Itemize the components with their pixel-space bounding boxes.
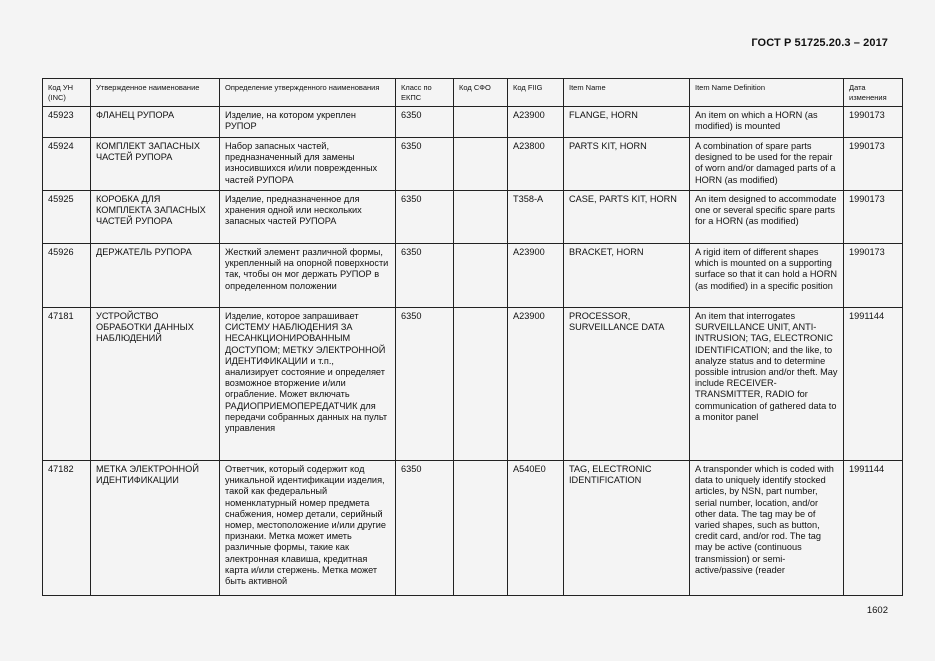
cell-definition: Набор запасных частей, предназначенный для замены износившихся и/или поврежденных частей РУПОРА <box>220 138 396 191</box>
classification-table <box>42 78 903 596</box>
cell-inc: 45925 <box>43 191 91 244</box>
cell-class: 6350 <box>396 107 454 138</box>
cell-sfo <box>454 138 508 191</box>
cell-definition: Ответчик, который содержит код уникальной идентификации изделия, такой как федеральный номенклатурный номер предмета снабжения, номер детали, серийный номер, местоположение и/или другие признаки. Метка может иметь различные формы, такие как электронная клавиша, кредитная карта и/или стержень. Метка может быть активной <box>220 461 396 596</box>
column-header-name: Утвержденное наименование <box>91 79 220 107</box>
cell-fiig: A540E0 <box>508 461 564 596</box>
cell-name: УСТРОЙСТВО ОБРАБОТКИ ДАННЫХ НАБЛЮДЕНИЙ <box>91 308 220 461</box>
table-row <box>43 191 903 244</box>
column-header-item-definition: Item Name Definition <box>690 79 844 107</box>
cell-item-name: FLANGE, HORN <box>564 107 690 138</box>
cell-sfo <box>454 244 508 308</box>
column-header-definition: Определение утвержденного наименования <box>220 79 396 107</box>
cell-sfo <box>454 308 508 461</box>
cell-fiig: T358-A <box>508 191 564 244</box>
cell-definition: Изделие, предназначенное для хранения одной или нескольких запасных частей РУПОРА <box>220 191 396 244</box>
cell-fiig: A23800 <box>508 138 564 191</box>
cell-item-name: CASE, PARTS KIT, HORN <box>564 191 690 244</box>
cell-item-name: PARTS KIT, HORN <box>564 138 690 191</box>
cell-inc: 45924 <box>43 138 91 191</box>
cell-fiig: A23900 <box>508 244 564 308</box>
column-header-item-name: Item Name <box>564 79 690 107</box>
cell-item-name: PROCESSOR, SURVEILLANCE DATA <box>564 308 690 461</box>
cell-sfo <box>454 191 508 244</box>
table-row <box>43 244 903 308</box>
cell-definition: Изделие, на котором укреплен РУПОР <box>220 107 396 138</box>
cell-item-name: BRACKET, HORN <box>564 244 690 308</box>
column-header-sfo: Код СФО <box>454 79 508 107</box>
cell-fiig: A23900 <box>508 107 564 138</box>
cell-item-definition: A rigid item of different shapes which is mounted on a supporting surface so that it can hold a HORN (as modified) in a specific position <box>690 244 844 308</box>
cell-inc: 47182 <box>43 461 91 596</box>
cell-fiig: A23900 <box>508 308 564 461</box>
cell-item-definition: An item designed to accommodate one or several specific spare parts for a HORN (as modified) <box>690 191 844 244</box>
cell-inc: 45926 <box>43 244 91 308</box>
cell-item-definition: A transponder which is coded with data to uniquely identify stocked articles, by NSN, part number, serial number, location, and/or other data. The tag may be of varied shapes, such as button, credit card, and/or rod. The tag may be active (continuous transmission) or semi-active/passive (reader <box>690 461 844 596</box>
column-header-date: Дата изменения <box>844 79 903 107</box>
cell-item-definition: A combination of spare parts designed to be used for the repair of worn and/or damaged parts of a HORN (as modified) <box>690 138 844 191</box>
cell-date: 1991144 <box>844 461 903 596</box>
cell-item-definition: An item on which a HORN (as modified) is mounted <box>690 107 844 138</box>
cell-date: 1991144 <box>844 308 903 461</box>
cell-sfo <box>454 461 508 596</box>
cell-class: 6350 <box>396 308 454 461</box>
table-row <box>43 138 903 191</box>
cell-name: МЕТКА ЭЛЕКТРОННОЙ ИДЕНТИФИКАЦИИ <box>91 461 220 596</box>
cell-item-name: TAG, ELECTRONIC IDENTIFICATION <box>564 461 690 596</box>
page-number: 1602 <box>866 605 888 616</box>
cell-definition: Жесткий элемент различной формы, укрепленный на опорной поверхности так, чтобы он мог держать РУПОР в определенном положении <box>220 244 396 308</box>
cell-name: ДЕРЖАТЕЛЬ РУПОРА <box>91 244 220 308</box>
cell-name: КОМПЛЕКТ ЗАПАСНЫХ ЧАСТЕЙ РУПОРА <box>91 138 220 191</box>
cell-date: 1990173 <box>844 244 903 308</box>
cell-date: 1990173 <box>844 191 903 244</box>
cell-class: 6350 <box>396 244 454 308</box>
cell-date: 1990173 <box>844 107 903 138</box>
cell-definition: Изделие, которое запрашивает СИСТЕМУ НАБЛЮДЕНИЯ ЗА НЕСАНКЦИОНИРОВАННЫМ ДОСТУПОМ; МЕТКУ ЭЛЕКТРОННОЙ ИДЕНТИФИКАЦИИ и т.п., анализирует состояние и определяет возможное вторжение и/или ограбление. Может включать РАДИОПРИЕМОПЕРЕДАТЧИК для передачи собранных данных на пульт управления <box>220 308 396 461</box>
table-header-row <box>43 79 903 107</box>
cell-name: КОРОБКА ДЛЯ КОМПЛЕКТА ЗАПАСНЫХ ЧАСТЕЙ РУПОРА <box>91 191 220 244</box>
column-header-class: Класс по ЕКПС <box>396 79 454 107</box>
column-header-inc: Код УН (INC) <box>43 79 91 107</box>
cell-inc: 47181 <box>43 308 91 461</box>
cell-class: 6350 <box>396 191 454 244</box>
cell-inc: 45923 <box>43 107 91 138</box>
document-header: ГОСТ Р 51725.20.3 – 2017 <box>751 37 888 49</box>
cell-date: 1990173 <box>844 138 903 191</box>
cell-item-definition: An item that interrogates SURVEILLANCE UNIT, ANTI-INTRUSION; TAG, ELECTRONIC IDENTIFICATION; and the like, to analyze status and to determine possible intrusion and/or theft. May include RECEIVER-TRANSMITTER, RADIO for communication of gathered data to a monitor panel <box>690 308 844 461</box>
cell-class: 6350 <box>396 138 454 191</box>
table-row <box>43 308 903 461</box>
cell-class: 6350 <box>396 461 454 596</box>
cell-name: ФЛАНЕЦ РУПОРА <box>91 107 220 138</box>
cell-sfo <box>454 107 508 138</box>
table-row <box>43 107 903 138</box>
table-row <box>43 461 903 596</box>
column-header-fiig: Код FIIG <box>508 79 564 107</box>
